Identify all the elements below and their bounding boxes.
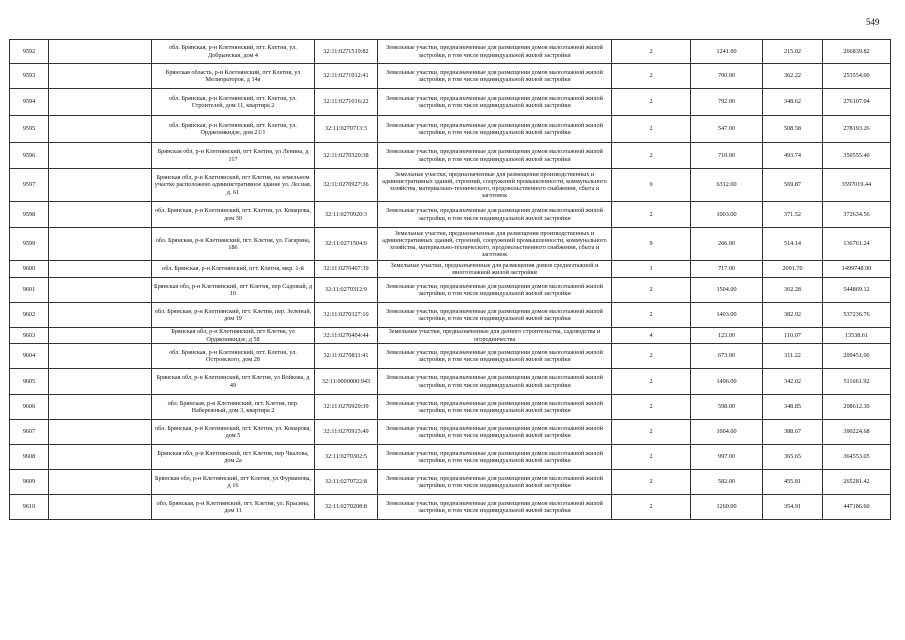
cadastral-number-cell: 32:11:0270713:3: [315, 116, 378, 143]
cadastral-value-cell: 3597019.44: [823, 169, 891, 202]
cadastral-number-cell: 32:11:0271519:82: [315, 40, 378, 64]
address-cell: обл. Брянская, р-н Клетнянский, пгт. Клетня, ул. Красина, дом 11: [152, 495, 315, 520]
specific-value-cell: 2091.70: [763, 261, 823, 278]
row-number-cell: 9601: [10, 278, 49, 303]
cadastral-value-cell: 372634.56: [823, 202, 891, 228]
land-use-cell: Земельные участки, предназначенные для размещения домов малоэтажной жилой застройки, в том числе индивидуальной жилой застройки: [378, 303, 612, 328]
row-number-cell: 9603: [10, 328, 49, 344]
cadastral-number-cell: 32:11:0270920:3: [315, 202, 378, 228]
blank-cell: [49, 169, 152, 202]
group-cell: 2: [612, 143, 691, 169]
specific-value-cell: 311.22: [763, 344, 823, 369]
area-cell: 700.00: [691, 64, 763, 89]
group-cell: 2: [612, 303, 691, 328]
land-use-cell: Земельные участки, предназначенные для размещения домов малоэтажной жилой застройки, в том числе индивидуальной жилой застройки: [378, 420, 612, 445]
table-row: [10, 116, 891, 143]
row-number-cell: 9605: [10, 369, 49, 395]
blank-cell: [49, 261, 152, 278]
land-use-cell: Земельные участки, предназначенные для размещения домов малоэтажной жилой застройки, в том числе индивидуальной жилой застройки: [378, 40, 612, 64]
row-number-cell: 9599: [10, 228, 49, 261]
cadastral-number-cell: 32:11:0271012:41: [315, 64, 378, 89]
table-row: [10, 303, 891, 328]
table-row: [10, 278, 891, 303]
area-cell: 547.00: [691, 116, 763, 143]
land-use-cell: Земельные участки, предназначенные для размещения домов малоэтажной жилой застройки, в том числе индивидуальной жилой застройки: [378, 116, 612, 143]
cadastral-value-cell: 544869.12: [823, 278, 891, 303]
row-number-cell: 9606: [10, 395, 49, 420]
table-row: [10, 470, 891, 495]
address-cell: обл. Брянская, р-н Клетнянский, пгт. Клетня, пер. Зеленый, дом 19: [152, 303, 315, 328]
row-number-cell: 9595: [10, 116, 49, 143]
land-use-cell: Земельные участки, предназначенные для размещения домов малоэтажной жилой застройки, в том числе индивидуальной жилой застройки: [378, 445, 612, 470]
row-number-cell: 9594: [10, 89, 49, 116]
cadastral-value-cell: 136761.24: [823, 228, 891, 261]
table-row: [10, 495, 891, 520]
blank-cell: [49, 228, 152, 261]
group-cell: 2: [612, 369, 691, 395]
area-cell: 1496.00: [691, 369, 763, 395]
table-row: [10, 395, 891, 420]
land-use-cell: Земельные участки, предназначенные для размещения домов малоэтажной жилой застройки, в том числе индивидуальной жилой застройки: [378, 143, 612, 169]
table-row: [10, 169, 891, 202]
blank-cell: [49, 328, 152, 344]
cadastral-value-cell: 278193.26: [823, 116, 891, 143]
cadastral-value-cell: 1499748.90: [823, 261, 891, 278]
table-row: [10, 143, 891, 169]
cadastral-number-cell: 32:11:0270811:41: [315, 344, 378, 369]
land-use-cell: Земельные участки, предназначенные для размещения домов малоэтажной жилой застройки, в том числе индивидуальной жилой застройки: [378, 344, 612, 369]
cadastral-number-cell: 32:11:0270404:44: [315, 328, 378, 344]
group-cell: 2: [612, 395, 691, 420]
specific-value-cell: 569.87: [763, 169, 823, 202]
row-number-cell: 9598: [10, 202, 49, 228]
table-row: [10, 89, 891, 116]
address-cell: Брянская обл, р-н Клетнянский, пгт Клетня, пер Садовый, д 10: [152, 278, 315, 303]
row-number-cell: 9600: [10, 261, 49, 278]
cadastral-value-cell: 208612.30: [823, 395, 891, 420]
specific-value-cell: 342.02: [763, 369, 823, 395]
group-cell: 2: [612, 202, 691, 228]
group-cell: 2: [612, 445, 691, 470]
row-number-cell: 9597: [10, 169, 49, 202]
land-use-cell: Земельные участки, предназначенные для размещения производственных и административных зданий, строений, сооружений промышленности, коммунального хозяйства, материально-технического, продовольственного снабжения, сбыта и заготовок: [378, 169, 612, 202]
table-row: [10, 369, 891, 395]
group-cell: 9: [612, 228, 691, 261]
group-cell: 2: [612, 278, 691, 303]
group-cell: 2: [612, 420, 691, 445]
cadastral-value-cell: 537236.76: [823, 303, 891, 328]
row-number-cell: 9607: [10, 420, 49, 445]
area-cell: 717.00: [691, 261, 763, 278]
cadastral-number-cell: 32:11:0270722:8: [315, 470, 378, 495]
cadastral-value-cell: 447186.60: [823, 495, 891, 520]
row-number-cell: 9604: [10, 344, 49, 369]
group-cell: 2: [612, 495, 691, 520]
table-row: [10, 228, 891, 261]
blank-cell: [49, 89, 152, 116]
cadastral-number-cell: 32:11:0270915:49: [315, 420, 378, 445]
specific-value-cell: 382.92: [763, 303, 823, 328]
address-cell: Брянская обл, р-н Клетнянский, пгт Клетня, ул Фурманова, д 16: [152, 470, 315, 495]
blank-cell: [49, 344, 152, 369]
blank-cell: [49, 369, 152, 395]
land-use-cell: Земельные участки, предназначенные для размещения домов малоэтажной жилой застройки, в том числе индивидуальной жилой застройки: [378, 495, 612, 520]
blank-cell: [49, 143, 152, 169]
land-use-cell: Земельные участки, предназначенные для размещения домов среднеэтажной и многоэтажной жилой застройки: [378, 261, 612, 278]
specific-value-cell: 371.52: [763, 202, 823, 228]
land-use-cell: Земельные участки, предназначенные для размещения домов малоэтажной жилой застройки, в том числе индивидуальной жилой застройки: [378, 202, 612, 228]
specific-value-cell: 493.74: [763, 143, 823, 169]
table-row: [10, 40, 891, 64]
group-cell: 1: [612, 261, 691, 278]
table-row: [10, 64, 891, 89]
cadastral-value-cell: 13538.61: [823, 328, 891, 344]
group-cell: 2: [612, 89, 691, 116]
cadastral-number-cell: 32:11:0000000:943: [315, 369, 378, 395]
cadastral-number-cell: 32:11:0271504:6: [315, 228, 378, 261]
group-cell: 9: [612, 169, 691, 202]
address-cell: Брянская область, р-н Клетнянский, пгт Клетня, ул Мелиораторов, д 14а: [152, 64, 315, 89]
cadastral-number-cell: 32:11:0270208:8: [315, 495, 378, 520]
group-cell: 2: [612, 470, 691, 495]
area-cell: 1403.00: [691, 303, 763, 328]
area-cell: 266.00: [691, 228, 763, 261]
group-cell: 2: [612, 40, 691, 64]
cadastral-value-cell: 390224.68: [823, 420, 891, 445]
land-use-cell: Земельные участки, предназначенные для размещения домов малоэтажной жилой застройки, в том числе индивидуальной жилой застройки: [378, 64, 612, 89]
blank-cell: [49, 278, 152, 303]
row-number-cell: 9593: [10, 64, 49, 89]
land-use-cell: Земельные участки, предназначенные для размещения домов малоэтажной жилой застройки, в том числе индивидуальной жилой застройки: [378, 395, 612, 420]
blank-cell: [49, 420, 152, 445]
cadastral-value-cell: 350555.40: [823, 143, 891, 169]
land-use-cell: Земельные участки, предназначенные для дачного строительства, садоводства и огородничества: [378, 328, 612, 344]
group-cell: 2: [612, 344, 691, 369]
land-use-cell: Земельные участки, предназначенные для размещения домов малоэтажной жилой застройки, в том числе индивидуальной жилой застройки: [378, 278, 612, 303]
specific-value-cell: 362.28: [763, 278, 823, 303]
address-cell: Брянская обл, р-н Клетнянский, пгт Клетня, ул Ленина, д 117: [152, 143, 315, 169]
cadastral-number-cell: 32:11:0270407:39: [315, 261, 378, 278]
page-number: 549: [866, 17, 880, 27]
address-cell: Брянская обл, р-н Клетнянский, пгт Клетня, на земельном участке расположено административное здание ул. Лесная, д. 61: [152, 169, 315, 202]
area-cell: 123.00: [691, 328, 763, 344]
table-row: [10, 344, 891, 369]
blank-cell: [49, 40, 152, 64]
specific-value-cell: 348.85: [763, 395, 823, 420]
address-cell: обл. Брянская, р-н Клетнянский, пгт. Клетня, ул. Островского, дом 28: [152, 344, 315, 369]
cadastral-number-cell: 32:11:0270927:36: [315, 169, 378, 202]
cadastral-value-cell: 364553.05: [823, 445, 891, 470]
area-cell: 792.00: [691, 89, 763, 116]
address-cell: обл. Брянская, р-н Клетнянский, пгт. Клетня, ул. Комарова, дом 30: [152, 202, 315, 228]
blank-cell: [49, 445, 152, 470]
area-cell: 710.00: [691, 143, 763, 169]
row-number-cell: 9592: [10, 40, 49, 64]
land-use-cell: Земельные участки, предназначенные для размещения производственных и административных зданий, строений, сооружений промышленности, коммунального хозяйства, материально-технического, продовольственного снабжения, сбыта и заготовок: [378, 228, 612, 261]
address-cell: Брянская обл, р-н Клетнянский, пгт Клетня, пер Чкалова, дом 2а: [152, 445, 315, 470]
address-cell: обл. Брянская, р-н Клетнянский, пгт. Клетня, ул. Комарова, дом 5: [152, 420, 315, 445]
area-cell: 1504.00: [691, 278, 763, 303]
area-cell: 1003.00: [691, 202, 763, 228]
blank-cell: [49, 116, 152, 143]
blank-cell: [49, 395, 152, 420]
table-row: [10, 445, 891, 470]
address-cell: обл. Брянская, р-н Клетнянский, пгт. Клетня, пер. Набережный, дом 3, квартира 2: [152, 395, 315, 420]
address-cell: обл. Брянская, р-н Клетнянский, пгт. Клетня, мкр. 1-й: [152, 261, 315, 278]
specific-value-cell: 455.81: [763, 470, 823, 495]
blank-cell: [49, 64, 152, 89]
group-cell: 4: [612, 328, 691, 344]
table-row: [10, 261, 891, 278]
row-number-cell: 9609: [10, 470, 49, 495]
area-cell: 1004.00: [691, 420, 763, 445]
address-cell: обл. Брянская, р-н Клетнянский, пгт. Клетня, ул. Добрынская, дом 4: [152, 40, 315, 64]
address-cell: обл. Брянская, р-н Клетнянский, пгт. Клетня, ул. Орджоникидзе, дом 21/1: [152, 116, 315, 143]
specific-value-cell: 354.91: [763, 495, 823, 520]
cadastral-number-cell: 32:11:0270929:39: [315, 395, 378, 420]
table-row: [10, 202, 891, 228]
address-cell: Брянская обл, р-н Клетнянский, пгт Клетня, ул Орджоникидзе, д 58: [152, 328, 315, 344]
area-cell: 582.00: [691, 470, 763, 495]
specific-value-cell: 362.22: [763, 64, 823, 89]
address-cell: Брянская обл, р-н Клетнянский, пгт Клетня, ул Войкова, д 49: [152, 369, 315, 395]
cadastral-number-cell: 32:11:0270312:9: [315, 278, 378, 303]
blank-cell: [49, 470, 152, 495]
table-row: [10, 328, 891, 344]
cadastral-value-cell: 266839.82: [823, 40, 891, 64]
table-row: [10, 420, 891, 445]
specific-value-cell: 365.65: [763, 445, 823, 470]
group-cell: 2: [612, 116, 691, 143]
area-cell: 673.00: [691, 344, 763, 369]
land-use-cell: Земельные участки, предназначенные для размещения домов малоэтажной жилой застройки, в том числе индивидуальной жилой застройки: [378, 369, 612, 395]
row-number-cell: 9610: [10, 495, 49, 520]
blank-cell: [49, 303, 152, 328]
land-use-cell: Земельные участки, предназначенные для размещения домов малоэтажной жилой застройки, в том числе индивидуальной жилой застройки: [378, 89, 612, 116]
area-cell: 1260.00: [691, 495, 763, 520]
row-number-cell: 9608: [10, 445, 49, 470]
specific-value-cell: 388.67: [763, 420, 823, 445]
specific-value-cell: 110.07: [763, 328, 823, 344]
cadastral-value-cell: 511661.92: [823, 369, 891, 395]
blank-cell: [49, 202, 152, 228]
area-cell: 598.00: [691, 395, 763, 420]
area-cell: 1241.00: [691, 40, 763, 64]
area-cell: 6312.00: [691, 169, 763, 202]
row-number-cell: 9596: [10, 143, 49, 169]
cadastral-value-cell: 253554.00: [823, 64, 891, 89]
specific-value-cell: 508.58: [763, 116, 823, 143]
address-cell: обл. Брянская, р-н Клетнянский, пгт. Клетня, ул. Строителей, дом 11, квартира 2: [152, 89, 315, 116]
group-cell: 2: [612, 64, 691, 89]
cadastral-number-cell: 32:11:0270302:5: [315, 445, 378, 470]
blank-cell: [49, 495, 152, 520]
specific-value-cell: 215.02: [763, 40, 823, 64]
registry-table: [9, 39, 891, 520]
area-cell: 997.00: [691, 445, 763, 470]
address-cell: обл. Брянская, р-н Клетнянский, пгт. Клетня, ул. Гагарина, 186: [152, 228, 315, 261]
cadastral-value-cell: 276107.04: [823, 89, 891, 116]
cadastral-value-cell: 209451.06: [823, 344, 891, 369]
cadastral-number-cell: 32:11:0270327:10: [315, 303, 378, 328]
specific-value-cell: 348.62: [763, 89, 823, 116]
land-use-cell: Земельные участки, предназначенные для размещения домов малоэтажной жилой застройки, в том числе индивидуальной жилой застройки: [378, 470, 612, 495]
cadastral-value-cell: 265281.42: [823, 470, 891, 495]
specific-value-cell: 514.14: [763, 228, 823, 261]
cadastral-number-cell: 32:11:0270320:38: [315, 143, 378, 169]
row-number-cell: 9602: [10, 303, 49, 328]
cadastral-number-cell: 32:11:0271016:22: [315, 89, 378, 116]
